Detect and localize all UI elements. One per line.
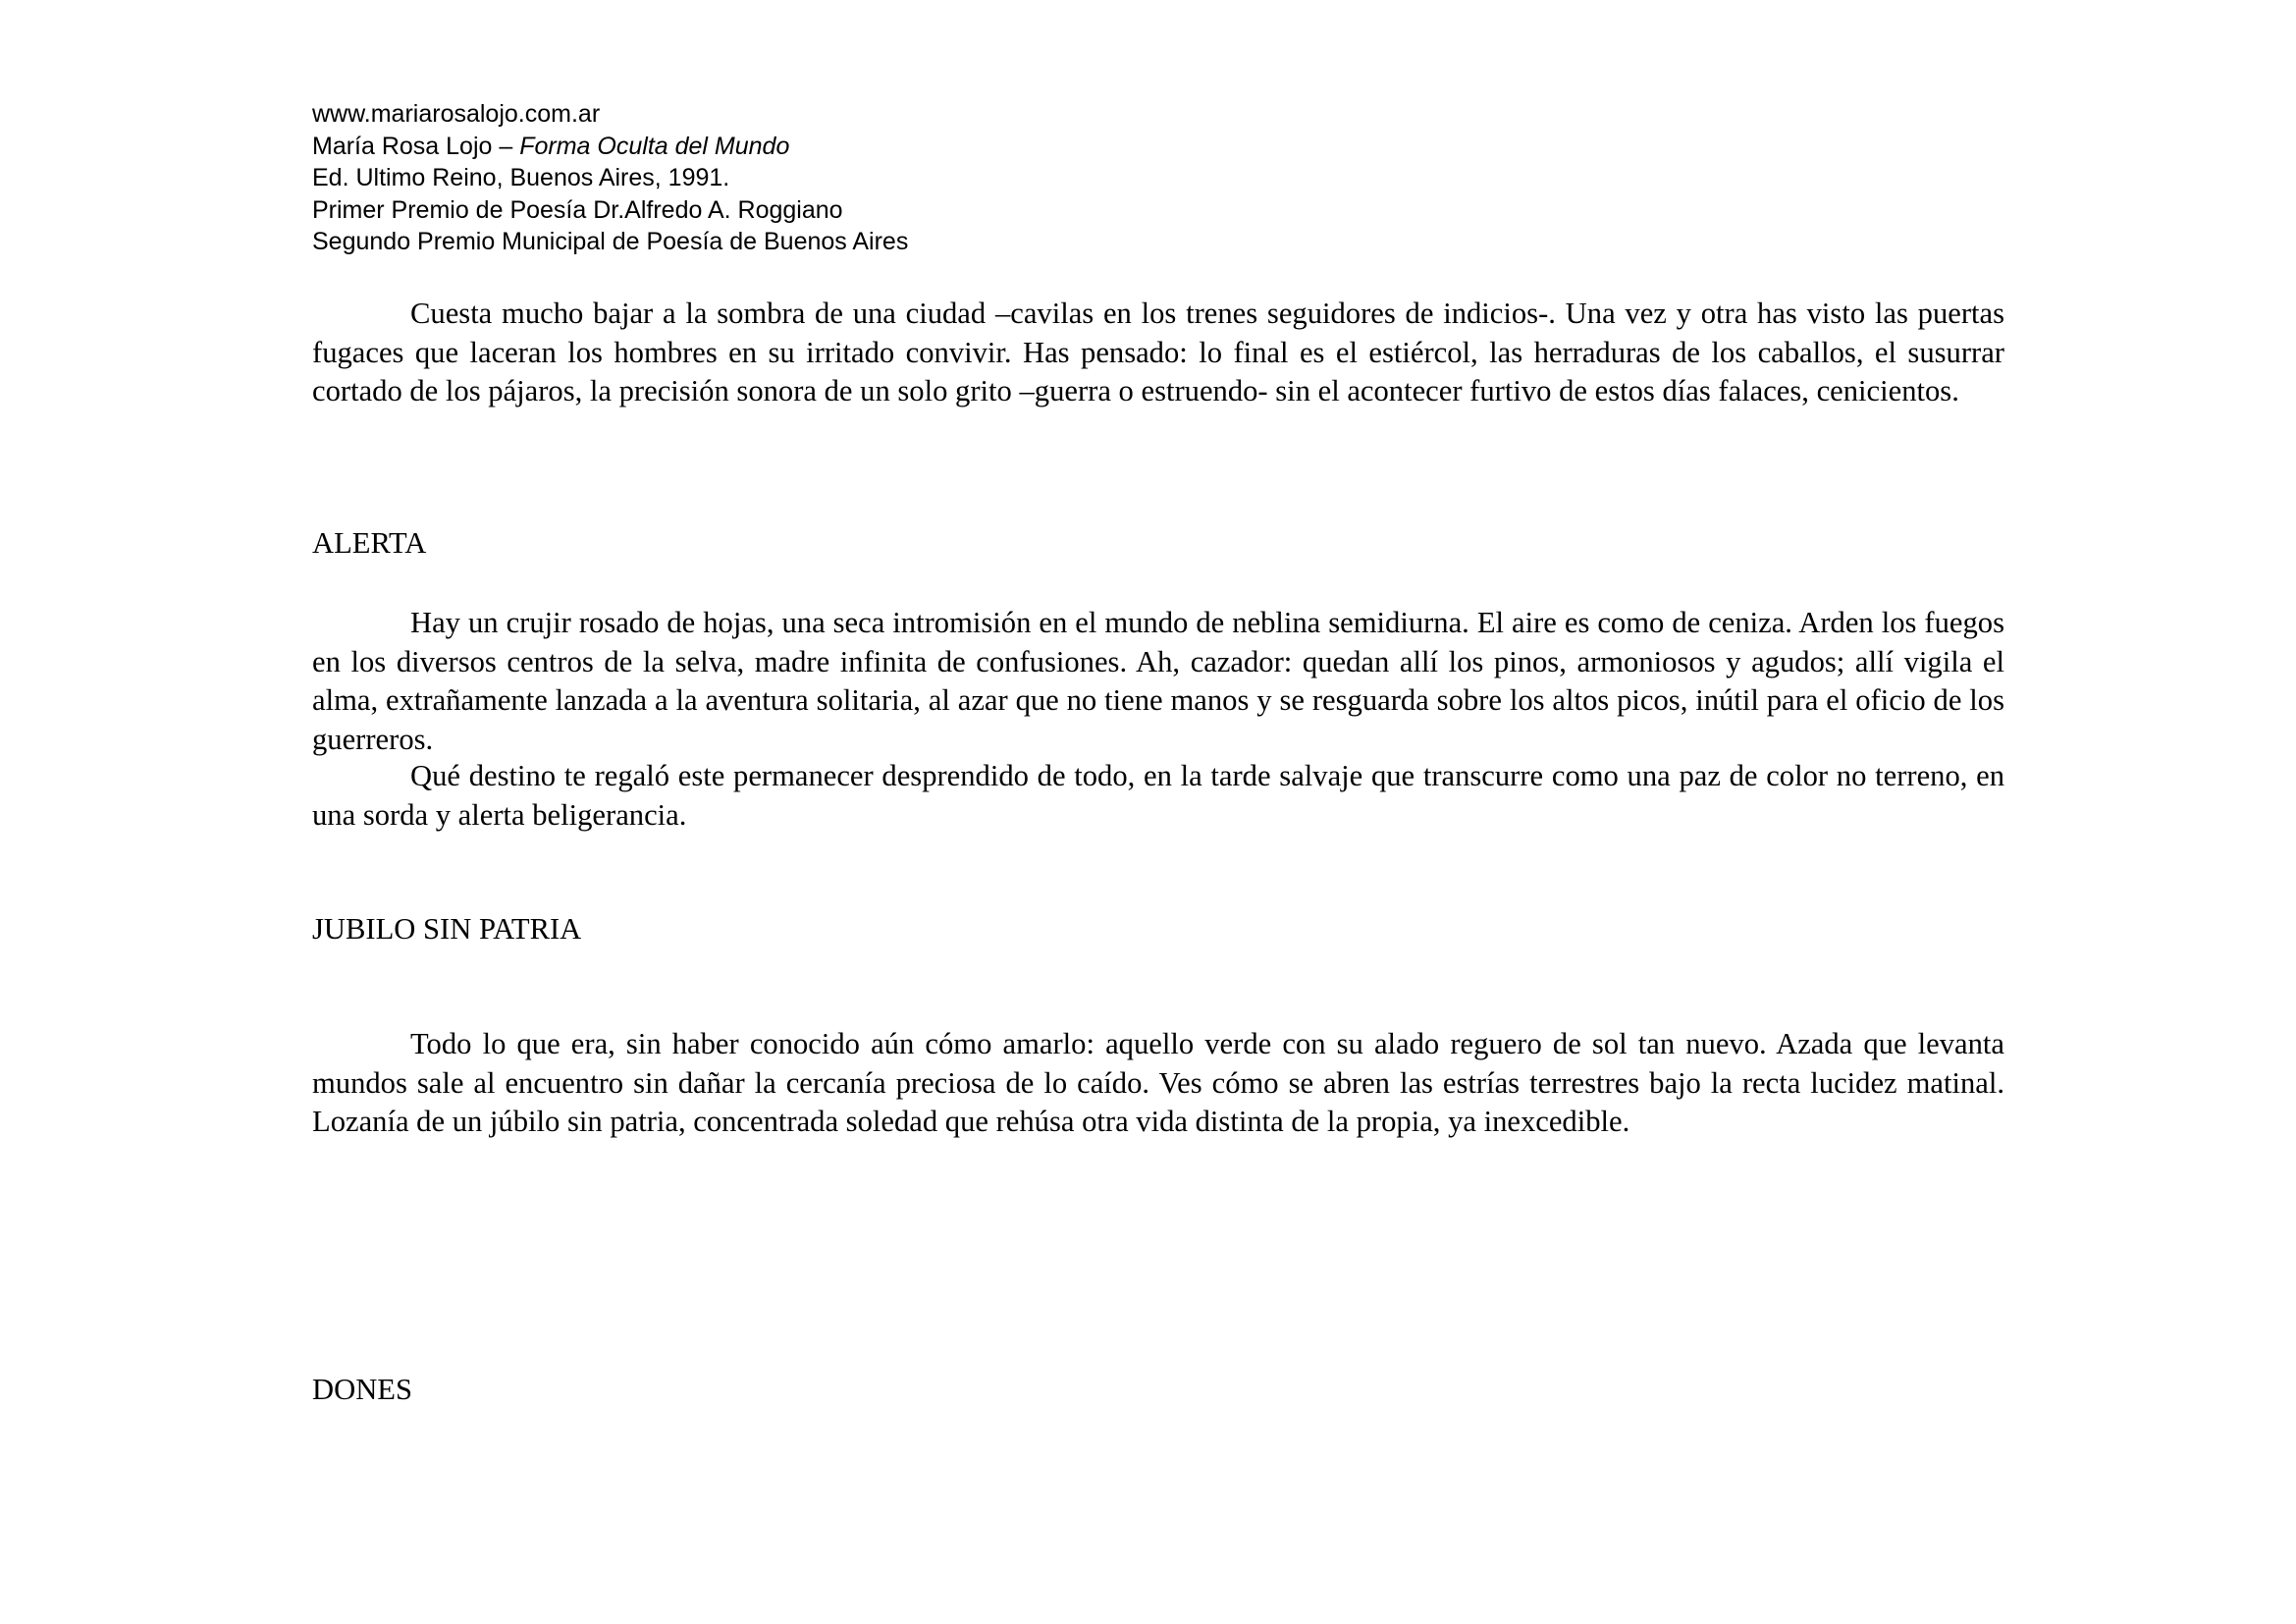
section-title-alerta: ALERTA — [312, 526, 427, 560]
author-name: María Rosa Lojo — [312, 132, 493, 160]
section-title-jubilo: JUBILO SIN PATRIA — [312, 912, 582, 946]
alerta-paragraph-2: Qué destino te regaló este permanecer desprendido de todo, en la tarde salvaje que transcurre como una paz de color no terreno, en una sorda y alerta beligerancia. — [312, 759, 2004, 832]
alerta-paragraph-1: Hay un crujir rosado de hojas, una seca intromisión en el mundo de neblina semidiurna. El aire es como de ceniza. Arden los fuegos en los diversos centros de la selva, madre infinita de confusiones. Ah, cazador: quedan allí los pinos, armoniosos y agudos; allí vigila el alma, extrañamente lanzada a la aventura solitaria, al azar que no tiene manos y se resguarda sobre los altos picos, inútil para el oficio de los guerreros. — [312, 606, 2004, 756]
award-line-2: Segundo Premio Municipal de Poesía de Buenos Aires — [312, 228, 909, 255]
award-line-1: Primer Premio de Poesía Dr.Alfredo A. Roggiano — [312, 195, 843, 224]
document-header — [312, 98, 1686, 258]
publisher-line: Ed. Ultimo Reino, Buenos Aires, 1991. — [312, 164, 730, 191]
section-title-dones: DONES — [312, 1373, 412, 1406]
jubilo-paragraph-1: Todo lo que era, sin haber conocido aún cómo amarlo: aquello verde con su alado reguero de sol tan nuevo. Azada que levanta mundos sale al encuentro sin dañar la cercanía preciosa de lo caído. Ves cómo se abren las estrías terrestres bajo la recta lucidez matinal. Lozanía de un júbilo sin patria, concentrada soledad que rehúsa otra vida distinta de la propia, ya inexcedible. — [312, 1027, 2004, 1138]
book-title: Forma Oculta del Mundo — [519, 132, 790, 160]
author-dash: – — [492, 132, 520, 160]
intro-paragraph: Cuesta mucho bajar a la sombra de una ciudad –cavilas en los trenes seguidores de indicios-. Una vez y otra has visto las puertas fugaces que laceran los hombres en su irritado convivir. Has pensado: lo final es el estiércol, las herraduras de los caballos, el susurrar cortado de los pájaros, la precisión sonora de un solo grito –guerra o estruendo- sin el acontecer furtivo de estos días falaces, cenicientos. — [312, 297, 2004, 407]
website-url: www.mariarosalojo.com.ar — [312, 100, 601, 128]
author-line — [312, 131, 1686, 163]
